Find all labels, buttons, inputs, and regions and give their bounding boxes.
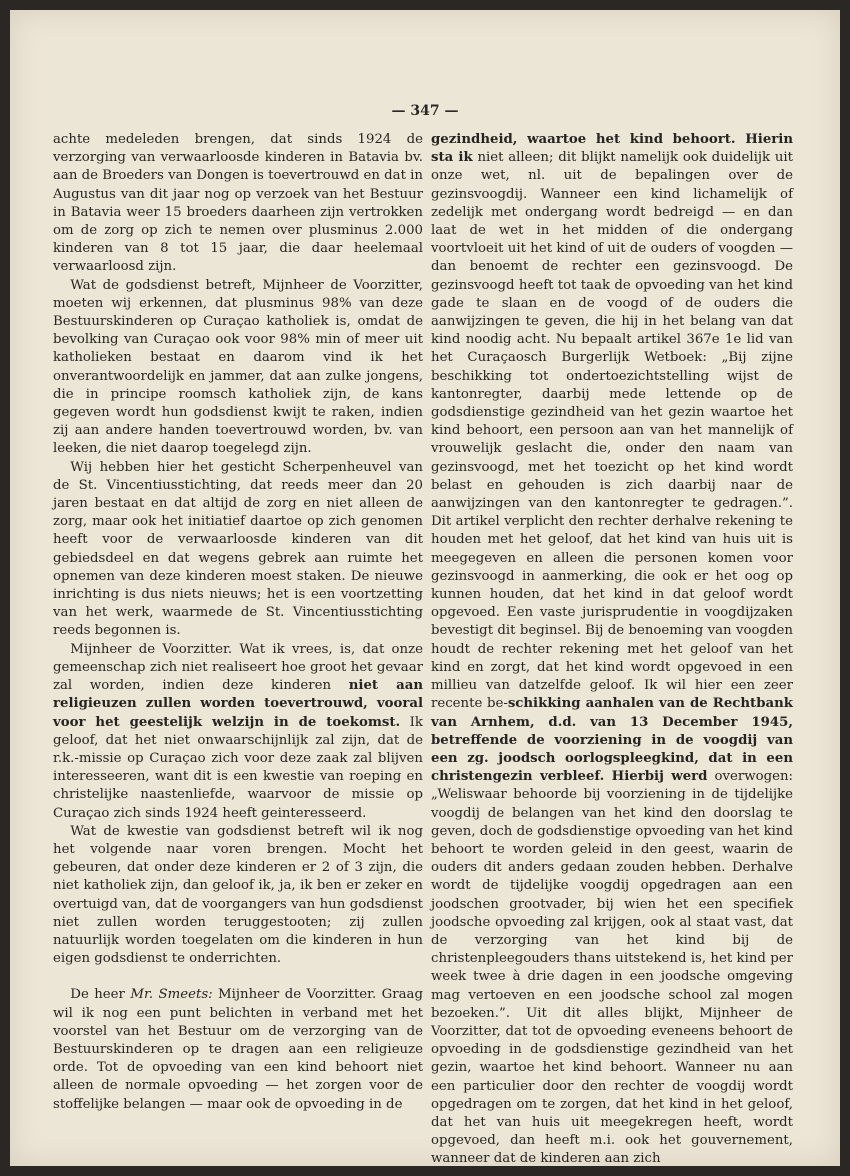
bold-text: gezindheid, waartoe het kind behoort. Hierin sta ik [431, 132, 793, 166]
paragraph: achte medeleden brengen, dat sinds 1924 de verzorging van verwaarloosde kinderen in Batavia bv. aan de Broeders van Dongen is toevertrouwd en dat in Augustus van dit jaar nog op verzoek van het Bestuur in Batavia weer 15 broeders daarheen zijn vertrokken om de zorg op zich te nemen over plusminus 2.000 kinderen van 8 tot 15 jaar, die daar heelemaal verwaarloosd zijn. [53, 132, 423, 275]
document-page [10, 10, 840, 1166]
bold-text: schikking aanhalen van de Rechtbank van Arnhem, d.d. van 13 December 1945, betreffende de voorziening in de voogdij van een zg. joodsch oorlogspleegkind, dat in een christengezin verbleef. Hierbij werd [431, 696, 793, 785]
paragraph [431, 131, 793, 1169]
text-run: Ik geloof, dat het niet onwaarschijnlijk zal zijn, dat de r.k.-missie op Curaçao zich voor deze zaak zal blijven interesseeren, want dit is een kwestie van roeping en christelijke naastenliefde, waarvoor de missie op Curaçao zich sinds 1924 heeft geinteresseerd. [53, 714, 423, 821]
bold-text: niet aan religieuzen zullen worden toevertrouwd, vooral voor het geestelijk welzijn in de toekomst. [53, 678, 423, 730]
paragraph [53, 986, 423, 1113]
text-run: Mijnheer de Voorzitter. Wat ik vrees, is, dat onze gemeenschap zich niet realiseert hoe groot het gevaar zal worden, indien deze kinderen [53, 641, 423, 694]
speaker-name: Mr. Smeets: [130, 987, 213, 1003]
paragraph: Wat de godsdienst betreft, Mijnheer de Voorzitter, moeten wij erkennen, dat plusminus 98% van deze Bestuurskinderen op Curaçao katholiek is, omdat de bevolking van Curaçao ook voor 98% min of meer uit katholieken bestaat en daarom vind ik het onverantwoordelijk en jammer, dat aan zulke jongens, die in principe roomsch katholiek zijn, de kans gegeven wordt hun godsdienst kwijt te raken, indien zij aan andere handen toevertrouwd worden, bv. van leeken, die niet daarop toegelegd zijn. [53, 277, 423, 457]
paragraph: Wij hebben hier het gesticht Scherpenheuvel van de St. Vincentiusstichting, dat reeds meer dan 20 jaren bestaat en dat altijd de zorg en niet alleen de zorg, maar ook het initiatief daartoe op zich genomen heeft voor de verwaarloosde kinderen van dit gebiedsdeel en dat wegens gebrek aan ruimte het opnemen van deze kinderen moest staken. De nieuwe inrichting is dus niets nieuws; het is een voortzetting van het werk, waarmede de St. Vincentiusstichting reeds begonnen is. [53, 459, 423, 639]
paragraph-spacer [53, 968, 423, 986]
text-run: Mijnheer de Voorzitter. Graag wil ik nog een punt belichten in verband met het voorstel van het Bestuur om de verzorging van de Bestuurskinderen op te dragen aan een religieuze orde. Tot de opvoeding van een kind behoort niet alleen de normale opvoeding — het zorgen voor de stoffelijke belangen — maar ook de opvoeding in de [53, 987, 423, 1112]
paragraph [53, 641, 423, 823]
text-run: De heer [70, 987, 131, 1003]
page-number: — 347 — [391, 103, 459, 119]
right-column [431, 131, 793, 1169]
left-column [53, 131, 423, 1114]
paragraph: Wat de kwestie van godsdienst betreft wil ik nog het volgende naar voren brengen. Mocht het gebeuren, dat onder deze kinderen er 2 of 3 zijn, die niet katholiek zijn, dan geloof ik, ja, ik ben er zeker en overtuigd van, dat de voorgangers van hun godsdienst niet zullen worden teruggestooten; zij zullen natuurlijk worden toegelaten om die kinderen in hun eigen godsdienst te onderrichten. [53, 823, 423, 967]
text-run: niet alleen; dit blijkt namelijk ook duidelijk uit onze wet, nl. uit de bepalingen over de gezinsvoogdij. Wanneer een kind lichamelijk of zedelijk met ondergang wordt bedreigd — en dan laat de wet in het midden of die ondergang voortvloeit uit het kind of uit de ouders of voogden — dan benoemt de rechter een gezinsvoogd. De gezinsvoogd heeft tot taak de opvoeding van het kind gade te slaan en de voogd of de ouders die aanwijzingen te geven, die hij in het belang van dat kind noodig acht. Nu bepaalt artikel 367e 1e lid van het Curaçaosch Burgerlijk Wetboek: „Bij zijne beschikking tot ondertoezichtstelling wijst de kantonregter, daarbij mede lettende op de godsdienstige gezindheid van het gezin waartoe het kind behoort, een persoon aan van het mannelijk of vrouwelijk geslacht die, onder den naam van gezinsvoogd, met het toezicht op het kind wordt belast en gehouden is zich daarbij naar de aanwijzingen van den kantonregter te gedragen.”. Dit artikel verplicht den rechter derhalve rekening te houden met het geloof, dat het kind van huis uit is meegegeven en alleen die personen komen voor gezinsvoogd in aanmerking, die ook er het oog op kunnen houden, dat het kind in dat geloof wordt opgevoed. Een vaste jurisprudentie in voogdijzaken bevestigt dit beginsel. Bij de benoeming van voogden houdt de rechter rekening met het geloof van het kind en zorgt, dat het kind wordt opgevoed in een millieu van datzelfde geloof. Ik wil hier een zeer recente be- [431, 150, 794, 712]
text-run: overwogen: „Weliswaar behoorde bij voorziening in de tijdelijke voogdij de belangen van het kind den doorslag te geven, doch de godsdienstige opvoeding van het kind behoort te worden geleid in den geest, waarin de ouders dit anders gedaan zouden hebben. Derhalve wordt de tijdelijke voogdij opgedragen aan een joodschen grootvader, bij wien het een specifiek joodsche opvoeding zal krijgen, ook al staat vast, dat de verzorging van het kind bij de christenpleegouders thans uitstekend is, het kind per week twee à drie dagen in een joodsche omgeving mag vertoeven en een joodsche school zal mogen bezoeken.”. Uit dit alles blijkt, Mijnheer de Voorzitter, dat tot de opvoeding eveneens behoort de opvoeding in de godsdienstige gezindheid van het gezin, waartoe het kind behoort. Wanneer nu aan een particulier door den rechter de voogdij wordt opgedragen om te zorgen, dat het kind in het geloof, dat het van huis uit meegekregen heeft, wordt opgevoed, dan heeft m.i. ook het gouvernement, wanneer dat de kinderen aan zich [431, 769, 793, 1167]
